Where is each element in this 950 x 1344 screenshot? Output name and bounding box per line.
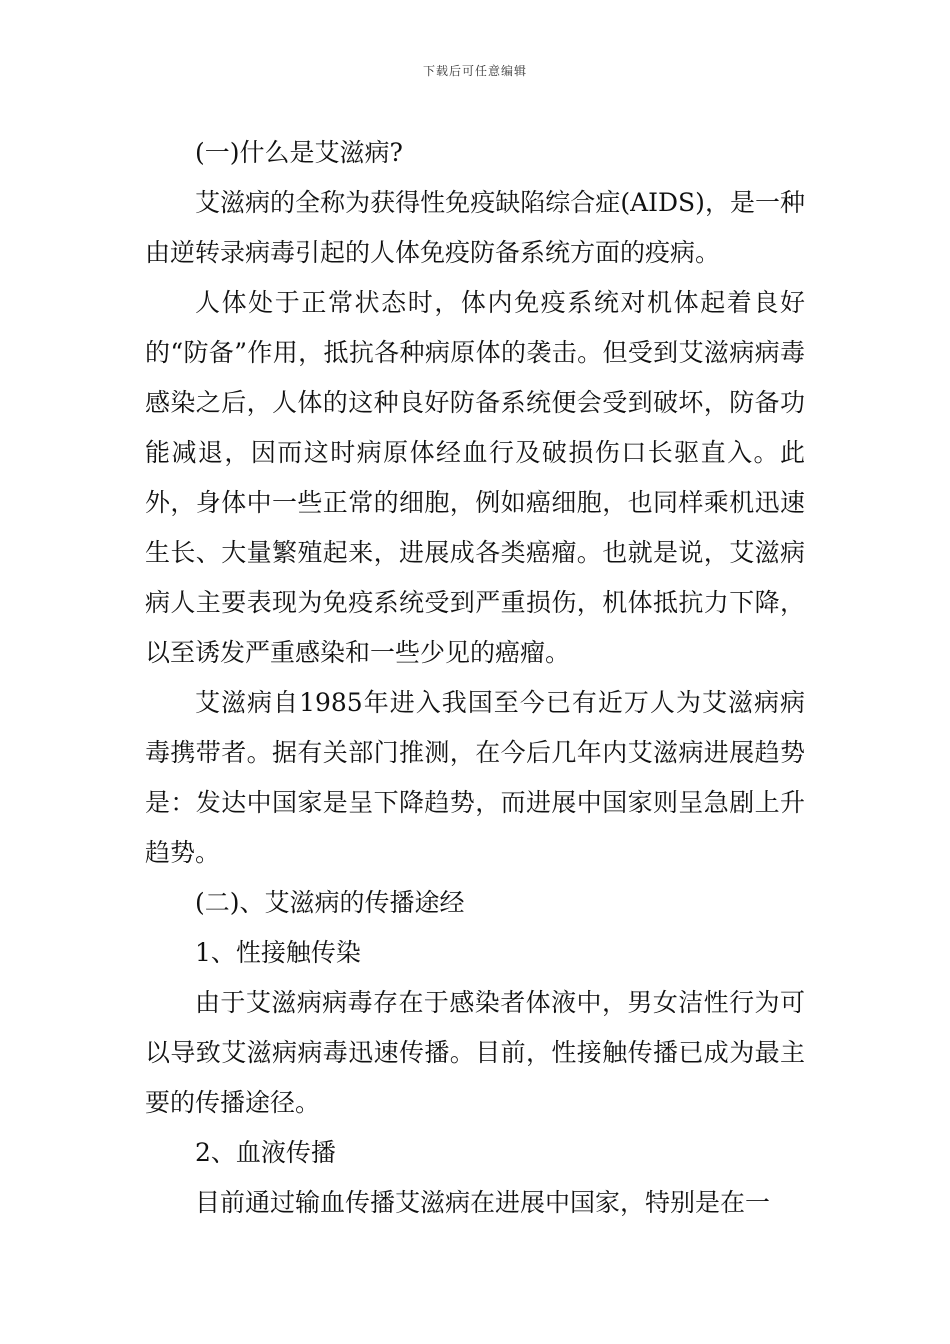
paragraph-definition: 艾滋病的全称为获得性免疫缺陷综合症(AIDS)，是一种由逆转录病毒引起的人体免疫防备系统方面的疫病。: [145, 188, 805, 267]
document-body: [145, 128, 805, 1228]
subheading-sexual-contact: 1、性接触传染: [195, 938, 361, 967]
paragraph-sexual-contact: 由于艾滋病病毒存在于感染者体液中，男女洁性行为可以导致艾滋病病毒迅速传播。目前，性接触传播已成为最主要的传播途径。: [145, 988, 805, 1117]
subheading-blood: 2、血液传播: [195, 1138, 336, 1167]
page-header: 下载后可任意编辑: [422, 64, 527, 78]
section-heading-transmission: (二)、艾滋病的传播途经: [195, 888, 465, 917]
paragraph-blood: 目前通过输血传播艾滋病在进展中国家，特别是在一: [195, 1188, 771, 1217]
section-heading-what-is-aids: (一)什么是艾滋病?: [195, 138, 403, 167]
paragraph-trend: 艾滋病自1985年进入我国至今已有近万人为艾滋病病毒携带者。据有关部门推测，在今后几年内艾滋病进展趋势是：发达中国家是呈下降趋势，而进展中国家则呈急剧上升趋势。: [145, 688, 805, 867]
paragraph-immune-system: 人体处于正常状态时，体内免疫系统对机体起着良好的“防备”作用，抵抗各种病原体的袭击。但受到艾滋病病毒感染之后，人体的这种良好防备系统便会受到破坏，防备功能减退，因而这时病原体经血行及破损伤口长驱直入。此外，身体中一些正常的细胞，例如癌细胞，也同样乘机迅速生长、大量繁殖起来，进展成各类癌瘤。也就是说，艾滋病病人主要表现为免疫系统受到严重损伤，机体抵抗力下降，以至诱发严重感染和一些少见的癌瘤。: [145, 288, 805, 667]
